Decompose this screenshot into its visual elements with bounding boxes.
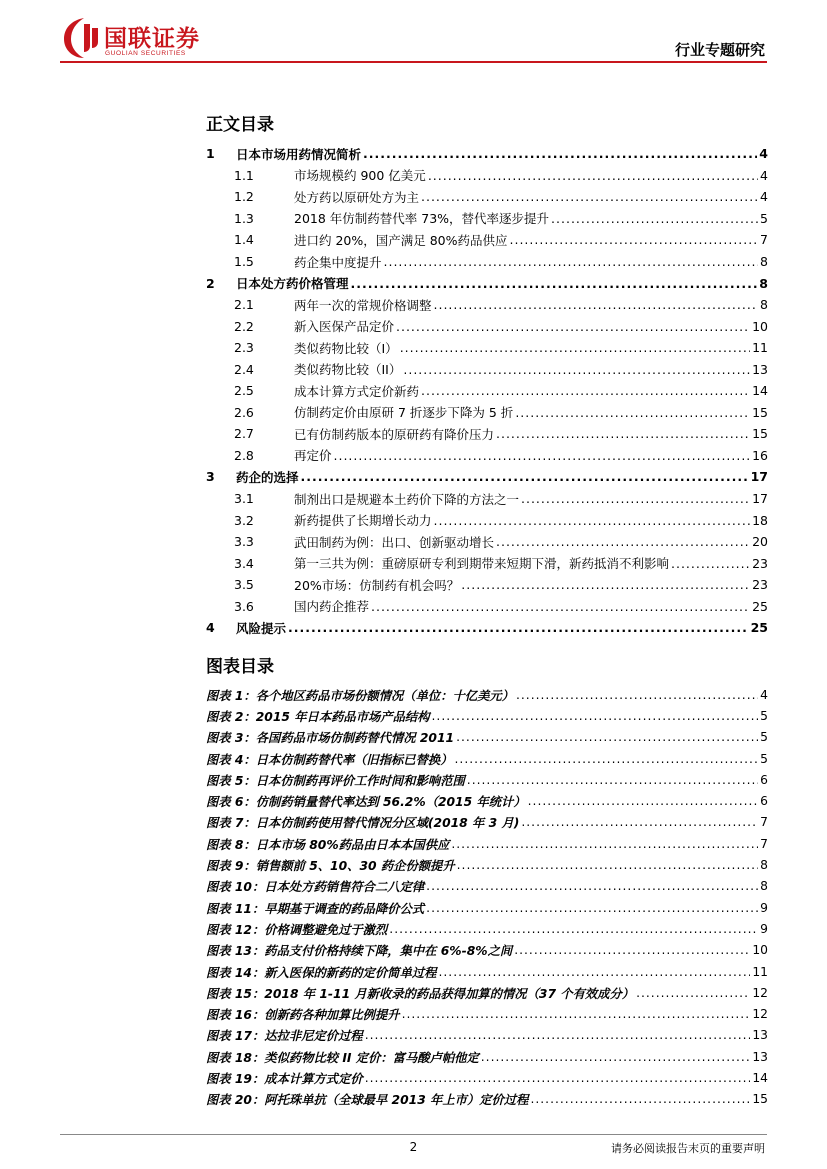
- figure-entry-page: 14: [752, 1070, 768, 1085]
- figure-leader-dots: [516, 688, 758, 702]
- figure-leader-dots: [528, 794, 759, 808]
- toc-entry-page: 15: [752, 426, 768, 442]
- toc-entry-title: 市场规模约 900 亿美元: [294, 168, 426, 184]
- toc-section-entry[interactable]: [206, 143, 768, 165]
- figure-entry-label: 图表 6：: [206, 795, 256, 810]
- figure-entry-page: 9: [760, 921, 768, 936]
- toc-entry-number: 2: [206, 275, 215, 291]
- toc-entry-number: 3.5: [234, 577, 254, 593]
- figure-leader-dots: [426, 879, 758, 893]
- toc-entry-number: 1.3: [234, 210, 254, 226]
- toc-entry-title: 新药提供了长期增长动力: [294, 513, 432, 529]
- figure-list-entry[interactable]: [206, 684, 768, 705]
- figure-entry-title: 仿制药销量替代率达到 56.2%（2015 年统计）: [255, 795, 526, 810]
- logo-emblem-icon: [62, 16, 102, 60]
- toc-entry-page: 11: [752, 340, 768, 356]
- figure-list: [206, 684, 768, 1110]
- toc-entry-title: 日本市场用药情况简析: [236, 146, 362, 162]
- toc-leader-dots: [515, 405, 750, 420]
- figure-entry-page: 6: [760, 772, 768, 787]
- toc-entry-page: 7: [760, 232, 768, 248]
- toc-section-entry[interactable]: [206, 272, 768, 294]
- toc-leader-dots: [421, 383, 750, 398]
- toc-subsection-entry[interactable]: [206, 423, 768, 445]
- toc-leader-dots: [521, 491, 750, 506]
- figure-entry-page: 5: [760, 708, 768, 723]
- figure-list-heading: 图表目录: [206, 657, 274, 677]
- figure-entry-label: 图表 19：: [206, 1071, 265, 1086]
- figure-entry-title: 2015 年日本药品市场产品结构: [255, 709, 430, 724]
- figure-entry-label: 图表 7：: [206, 816, 256, 831]
- figure-list-entry[interactable]: [206, 982, 768, 1003]
- figure-entry-title: 日本仿制药使用替代情况分区域(2018 年 3 月): [255, 816, 520, 831]
- toc-leader-dots: [671, 556, 750, 571]
- figure-entry-page: 12: [752, 1007, 768, 1022]
- header-divider: [60, 61, 767, 63]
- toc-entry-page: 10: [752, 318, 768, 334]
- toc-leader-dots: [421, 189, 758, 204]
- figure-entry-page: 13: [752, 1049, 768, 1064]
- toc-entry-number: 2.2: [234, 318, 254, 334]
- toc-entry-number: 2.8: [234, 447, 254, 463]
- toc-entry-title: 第一三共为例：重磅原研专利到期带来短期下滑，新药抵消不利影响: [294, 556, 670, 572]
- toc-entry-page: 5: [760, 210, 768, 226]
- figure-leader-dots: [467, 773, 758, 787]
- toc-subsection-entry[interactable]: [206, 208, 768, 230]
- figure-entry-title: 日本仿制药替代率（旧指标已替换）: [255, 752, 453, 767]
- toc-entry-number: 4: [206, 620, 215, 636]
- figure-entry-title: 各个地区药品市场份额情况（单位：十亿美元）: [255, 688, 514, 703]
- figure-entry-title: 类似药物比较 II 定价：富马酸卢帕他定: [264, 1050, 479, 1065]
- figure-list-entry[interactable]: [206, 897, 768, 918]
- toc-entry-page: 23: [752, 577, 768, 593]
- toc-subsection-entry[interactable]: [206, 251, 768, 273]
- toc-leader-dots: [428, 168, 758, 183]
- figure-entry-title: 2018 年 1-11 月新收录的药品获得加算的情况（37 个有效成分）: [264, 986, 635, 1001]
- figure-list-entry[interactable]: [206, 854, 768, 875]
- figure-entry-label: 图表 1：: [206, 688, 256, 703]
- toc-leader-dots: [384, 254, 759, 269]
- footer-divider: [60, 1134, 767, 1135]
- toc-subsection-entry[interactable]: [206, 337, 768, 359]
- toc-entry-number: 2.3: [234, 340, 254, 356]
- toc-heading: 正文目录: [206, 115, 274, 135]
- figure-entry-page: 8: [760, 858, 768, 873]
- toc-leader-dots: [371, 599, 750, 614]
- figure-leader-dots: [457, 858, 759, 872]
- toc-entry-page: 4: [760, 189, 768, 205]
- toc-entry-number: 3.6: [234, 598, 254, 614]
- toc-entry-title: 类似药物比较（II）: [294, 362, 402, 378]
- figure-entry-label: 图表 9：: [206, 859, 256, 874]
- figure-entry-title: 创新药各种加算比例提升: [264, 1008, 400, 1023]
- table-of-contents: [206, 143, 768, 639]
- figure-entry-page: 11: [752, 964, 768, 979]
- figure-entry-title: 日本处方药销售符合二八定律: [264, 880, 425, 895]
- figure-entry-page: 15: [752, 1092, 768, 1107]
- figure-entry-label: 图表 17：: [206, 1029, 265, 1044]
- figure-leader-dots: [432, 709, 759, 723]
- toc-entry-title: 仿制药定价由原研 7 折逐步下降为 5 折: [294, 405, 514, 421]
- figure-entry-label: 图表 5：: [206, 773, 256, 788]
- toc-subsection-entry[interactable]: [206, 552, 768, 574]
- figure-list-entry[interactable]: [206, 790, 768, 811]
- toc-entry-title: 日本处方药价格管理: [236, 276, 349, 292]
- figure-leader-dots: [365, 1028, 751, 1042]
- figure-entry-label: 图表 10：: [206, 880, 265, 895]
- figure-entry-page: 10: [752, 943, 768, 958]
- toc-section-entry[interactable]: [206, 617, 768, 639]
- figure-list-entry[interactable]: [206, 876, 768, 897]
- figure-leader-dots: [456, 730, 758, 744]
- toc-entry-page: 13: [752, 361, 768, 377]
- toc-subsection-entry[interactable]: [206, 294, 768, 316]
- toc-entry-number: 3: [206, 469, 215, 485]
- figure-entry-label: 图表 4：: [206, 752, 256, 767]
- toc-entry-title: 类似药物比较（I）: [294, 340, 398, 356]
- toc-entry-number: 3.1: [234, 491, 254, 507]
- page-header: [0, 0, 827, 66]
- figure-entry-label: 图表 14：: [206, 965, 265, 980]
- figure-leader-dots: [426, 901, 758, 915]
- toc-entry-title: 药企的选择: [236, 469, 299, 485]
- figure-leader-dots: [514, 943, 750, 957]
- figure-entry-page: 13: [752, 1028, 768, 1043]
- toc-entry-page: 8: [759, 275, 768, 291]
- figure-leader-dots: [455, 752, 759, 766]
- figure-entry-label: 图表 16：: [206, 1008, 265, 1023]
- company-name-en: GUOLIAN SECURITIES: [105, 50, 186, 57]
- toc-leader-dots: [288, 620, 749, 635]
- toc-subsection-entry[interactable]: [206, 574, 768, 596]
- toc-entry-title: 药企集中度提升: [294, 254, 382, 270]
- figure-entry-page: 4: [760, 687, 768, 702]
- figure-entry-page: 6: [760, 794, 768, 809]
- figure-entry-title: 药品支付价格持续下降，集中在 6%-8%之间: [264, 944, 513, 959]
- toc-entry-page: 17: [752, 491, 768, 507]
- figure-entry-title: 早期基于调查的药品降价公式: [264, 901, 425, 916]
- toc-subsection-entry[interactable]: [206, 402, 768, 424]
- toc-leader-dots: [461, 577, 750, 592]
- toc-entry-page: 23: [752, 555, 768, 571]
- figure-list-entry[interactable]: [206, 961, 768, 982]
- toc-subsection-entry[interactable]: [206, 165, 768, 187]
- toc-subsection-entry[interactable]: [206, 315, 768, 337]
- figure-list-entry[interactable]: [206, 833, 768, 854]
- figure-entry-label: 图表 11：: [206, 901, 265, 916]
- figure-list-entry[interactable]: [206, 918, 768, 939]
- figure-entry-title: 销售额前 5、10、30 药企份额提升: [255, 859, 455, 874]
- figure-entry-title: 成本计算方式定价: [264, 1071, 363, 1086]
- company-logo: [62, 16, 222, 60]
- figure-entry-label: 图表 20：: [206, 1093, 265, 1108]
- figure-leader-dots: [402, 1007, 751, 1021]
- toc-leader-dots: [334, 448, 751, 463]
- toc-entry-title: 已有仿制药版本的原研药有降价压力: [294, 426, 495, 442]
- figure-entry-label: 图表 12：: [206, 922, 265, 937]
- toc-entry-title: 武田制药为例：出口、创新驱动增长: [294, 534, 495, 550]
- toc-subsection-entry[interactable]: [206, 229, 768, 251]
- toc-entry-number: 2.5: [234, 383, 254, 399]
- toc-leader-dots: [301, 469, 749, 484]
- toc-entry-page: 25: [752, 598, 768, 614]
- figure-list-entry[interactable]: [206, 769, 768, 790]
- figure-entry-label: 图表 13：: [206, 944, 265, 959]
- figure-leader-dots: [389, 922, 758, 936]
- figure-entry-label: 图表 15：: [206, 986, 265, 1001]
- figure-entry-title: 日本市场 80%药品由日本本国供应: [255, 837, 450, 852]
- toc-entry-page: 18: [752, 512, 768, 528]
- toc-leader-dots: [510, 232, 759, 247]
- toc-leader-dots: [434, 513, 751, 528]
- toc-entry-page: 4: [759, 146, 768, 162]
- figure-entry-page: 12: [752, 985, 768, 1000]
- figure-leader-dots: [521, 815, 758, 829]
- toc-subsection-entry[interactable]: [206, 509, 768, 531]
- toc-subsection-entry[interactable]: [206, 488, 768, 510]
- figure-list-entry[interactable]: [206, 1003, 768, 1024]
- figure-entry-title: 价格调整避免过于激烈: [264, 922, 388, 937]
- toc-entry-number: 3.3: [234, 534, 254, 550]
- toc-entry-page: 17: [750, 469, 768, 485]
- figure-leader-dots: [481, 1050, 751, 1064]
- figure-entry-label: 图表 2：: [206, 709, 256, 724]
- figure-entry-title: 阿托珠单抗（全球最早 2013 年上市）定价过程: [264, 1093, 529, 1108]
- toc-entry-number: 1: [206, 146, 215, 162]
- toc-entry-title: 两年一次的常规价格调整: [294, 297, 432, 313]
- toc-entry-number: 3.4: [234, 555, 254, 571]
- figure-entry-title: 达拉非尼定价过程: [264, 1029, 363, 1044]
- toc-entry-title: 制剂出口是规避本土药价下降的方法之一: [294, 491, 520, 507]
- figure-entry-page: 8: [760, 879, 768, 894]
- toc-leader-dots: [434, 297, 759, 312]
- toc-entry-page: 20: [752, 534, 768, 550]
- report-type: 行业专题研究: [674, 41, 765, 59]
- figure-entry-title: 各国药品市场仿制药替代情况 2011: [255, 731, 455, 746]
- toc-entry-page: 16: [752, 447, 768, 463]
- toc-entry-title: 新入医保产品定价: [294, 319, 395, 335]
- toc-entry-title: 国内药企推荐: [294, 599, 370, 615]
- figure-leader-dots: [451, 837, 758, 851]
- figure-leader-dots: [636, 986, 750, 1000]
- figure-leader-dots: [530, 1092, 750, 1106]
- figure-list-entry[interactable]: [206, 748, 768, 769]
- figure-entry-page: 7: [760, 815, 768, 830]
- figure-entry-title: 新入医保的新药的定价简单过程: [264, 965, 437, 980]
- toc-section-entry[interactable]: [206, 466, 768, 488]
- toc-subsection-entry[interactable]: [206, 380, 768, 402]
- figure-list-entry[interactable]: [206, 812, 768, 833]
- toc-leader-dots: [403, 362, 750, 377]
- toc-entry-page: 8: [760, 254, 768, 269]
- toc-subsection-entry[interactable]: [206, 595, 768, 617]
- figure-entry-label: 图表 18：: [206, 1050, 265, 1065]
- page-number: 2: [409, 1140, 418, 1154]
- company-name-cn: 国联证券: [104, 26, 200, 52]
- toc-entry-title: 处方药以原研处方为主: [294, 189, 420, 205]
- toc-entry-page: 25: [750, 620, 768, 636]
- figure-list-entry[interactable]: [206, 1025, 768, 1046]
- toc-entry-page: 14: [752, 383, 768, 399]
- toc-entry-title: 再定价: [294, 448, 332, 464]
- toc-entry-title: 20%市场：仿制药有机会吗？: [294, 577, 460, 593]
- toc-leader-dots: [496, 426, 750, 441]
- figure-list-entry[interactable]: [206, 1046, 768, 1067]
- figure-list-entry[interactable]: [206, 1067, 768, 1088]
- toc-leader-dots: [351, 276, 758, 291]
- toc-leader-dots: [400, 340, 750, 355]
- figure-list-entry[interactable]: [206, 705, 768, 726]
- figure-entry-page: 5: [760, 730, 768, 745]
- toc-entry-number: 1.4: [234, 232, 254, 248]
- toc-entry-number: 2.1: [234, 297, 254, 313]
- toc-entry-number: 3.2: [234, 512, 254, 528]
- figure-list-entry[interactable]: [206, 940, 768, 961]
- figure-entry-title: 日本仿制药再评价工作时间和影响范围: [255, 773, 465, 788]
- figure-list-entry[interactable]: [206, 727, 768, 748]
- toc-entry-number: 1.5: [234, 254, 254, 269]
- toc-entry-number: 1.1: [234, 167, 254, 183]
- toc-entry-page: 8: [760, 297, 768, 313]
- toc-entry-title: 风险提示: [236, 620, 287, 636]
- figure-leader-dots: [438, 965, 750, 979]
- figure-entry-label: 图表 8：: [206, 837, 256, 852]
- toc-entry-title: 2018 年仿制药替代率 73%，替代率逐步提升: [294, 211, 550, 227]
- toc-subsection-entry[interactable]: [206, 186, 768, 208]
- toc-entry-number: 1.2: [234, 189, 254, 205]
- toc-entry-page: 15: [752, 404, 768, 420]
- toc-subsection-entry[interactable]: [206, 445, 768, 467]
- toc-subsection-entry[interactable]: [206, 531, 768, 553]
- toc-entry-number: 2.6: [234, 404, 254, 420]
- figure-entry-label: 图表 3：: [206, 731, 256, 746]
- toc-entry-number: 2.7: [234, 426, 254, 442]
- figure-entry-page: 9: [760, 900, 768, 915]
- toc-leader-dots: [551, 211, 758, 226]
- figure-list-entry[interactable]: [206, 1089, 768, 1110]
- footer-disclaimer: 请务必阅读报告末页的重要声明: [611, 1142, 765, 1155]
- toc-entry-title: 成本计算方式定价新药: [294, 383, 420, 399]
- toc-leader-dots: [363, 146, 757, 161]
- figure-entry-page: 7: [760, 836, 768, 851]
- toc-leader-dots: [396, 319, 750, 334]
- toc-subsection-entry[interactable]: [206, 358, 768, 380]
- toc-entry-page: 4: [760, 167, 768, 183]
- figure-leader-dots: [365, 1071, 751, 1085]
- toc-leader-dots: [496, 534, 750, 549]
- figure-entry-page: 5: [760, 751, 768, 766]
- toc-entry-title: 进口约 20%，国产满足 80%药品供应: [294, 232, 508, 248]
- toc-entry-number: 2.4: [234, 361, 254, 377]
